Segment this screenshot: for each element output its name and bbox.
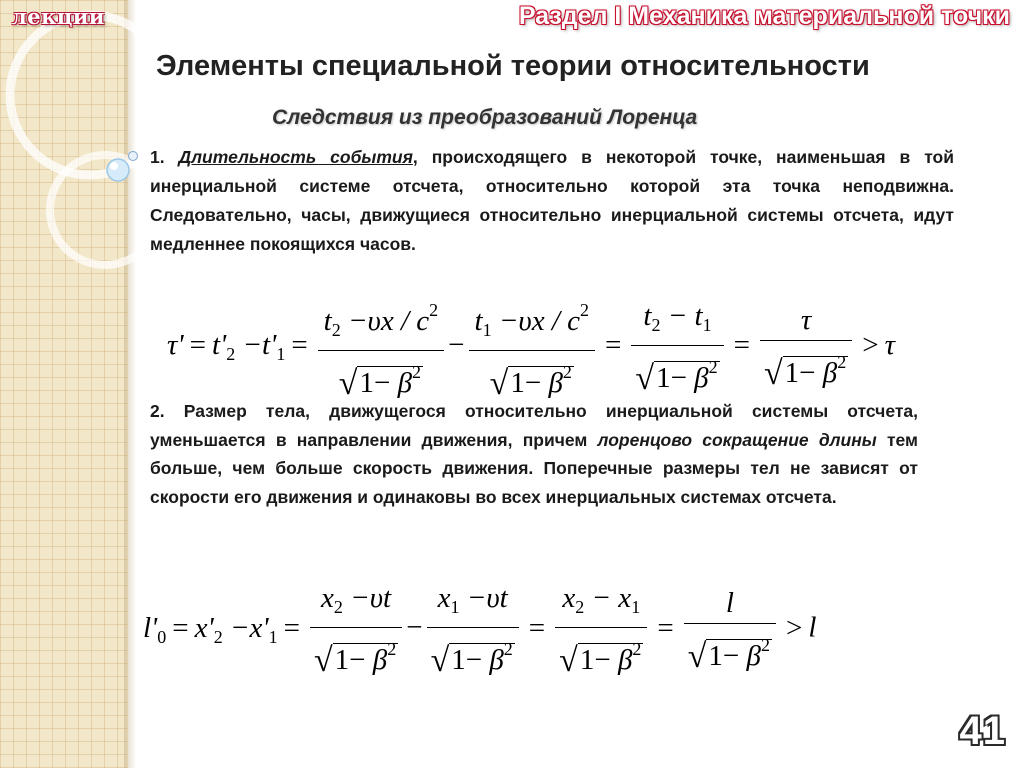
subtitle: Следствия из преобразований Лоренца [272, 106, 698, 129]
fraction-2a: $\frac{x_2 -\upsilon t}{√1- \beta^2}$ [310, 578, 402, 682]
section-header: Раздел I Механика материальной точки [518, 2, 1010, 30]
paragraph-1-text: , происходящего в некоторой точке, наименьшая в той инерциальной системе отсчета, относительно которой эта точка неподвижна. Следовательно, часы, движущиеся относительно инерциальной системы отсчета, идут медленнее покоящихся часов. [150, 147, 954, 254]
formula-1-lhs: $\tau' = t'_2 -t'_1$ [167, 329, 286, 365]
paragraph-1-term: Длительность события [178, 147, 413, 167]
paragraph-1-number: 1. [150, 147, 165, 167]
fraction-1b: $\frac{t_1 -\upsilon x / c^2}{√1- \beta^2}$ [469, 290, 596, 405]
page-number: 41 [959, 709, 1006, 753]
paragraph-2 [150, 397, 918, 511]
formula-time-dilation: $\tau' = t'_2 -t'_1$ = $\frac{t_2 -\upsilon x / c^2}{√1- \beta^2}$ − $\frac{t_1 -\upsilon x / c^2}{√1- \beta^2}$ = $\frac{t_2 - t_1}{√1- \beta^2}$ = $\frac{\tau}{√1- \beta^2}$ > τ [167, 290, 895, 405]
paragraph-2-prefix: 2. Размер тела, движущегося относительно инерциальной системы отсчета, уменьшается в направлении движения, причем [150, 401, 918, 450]
paragraph-2-term: лоренцово сокращение длины [597, 429, 877, 450]
fraction-2b: $\frac{x_1 -\upsilon t}{√1- \beta^2}$ [427, 578, 519, 682]
paragraph-1 [150, 143, 954, 259]
formula-2-lhs: $l'_0 = x'_2 -x'_1$ [143, 611, 278, 647]
fraction-2d: $\frac{l}{√1- \beta^2}$ [684, 583, 776, 678]
corner-label: лекции [12, 4, 105, 29]
fraction-2c: $\frac{x_2 - x_1}{√1- \beta^2}$ [555, 578, 647, 682]
fraction-1c: $\frac{t_2 - t_1}{√1- \beta^2}$ [631, 296, 723, 400]
fraction-1a: $\frac{t_2 -\upsilon x / c^2}{√1- \beta^2}$ [318, 290, 445, 405]
fraction-1d: $\frac{\tau}{√1- \beta^2}$ [760, 300, 852, 395]
paragraph-2-suffix: тем больше, чем больше скорость движения. Поперечные размеры тел не зависят от скорости его движения и одинаковы во всех инерциальных системах отсчета. [150, 429, 918, 507]
bullet-icon [128, 151, 138, 161]
formula-length-contraction: $l'_0 = x'_2 -x'_1$ = $\frac{x_2 -\upsilon t}{√1- \beta^2}$ − $\frac{x_1 -\upsilon t}{√1- \beta^2}$ = $\frac{x_2 - x_1}{√1- \beta^2}$ = $\frac{l}{√1- \beta^2}$ > l [143, 578, 816, 682]
page-title: Элементы специальной теории относительности [156, 50, 870, 82]
